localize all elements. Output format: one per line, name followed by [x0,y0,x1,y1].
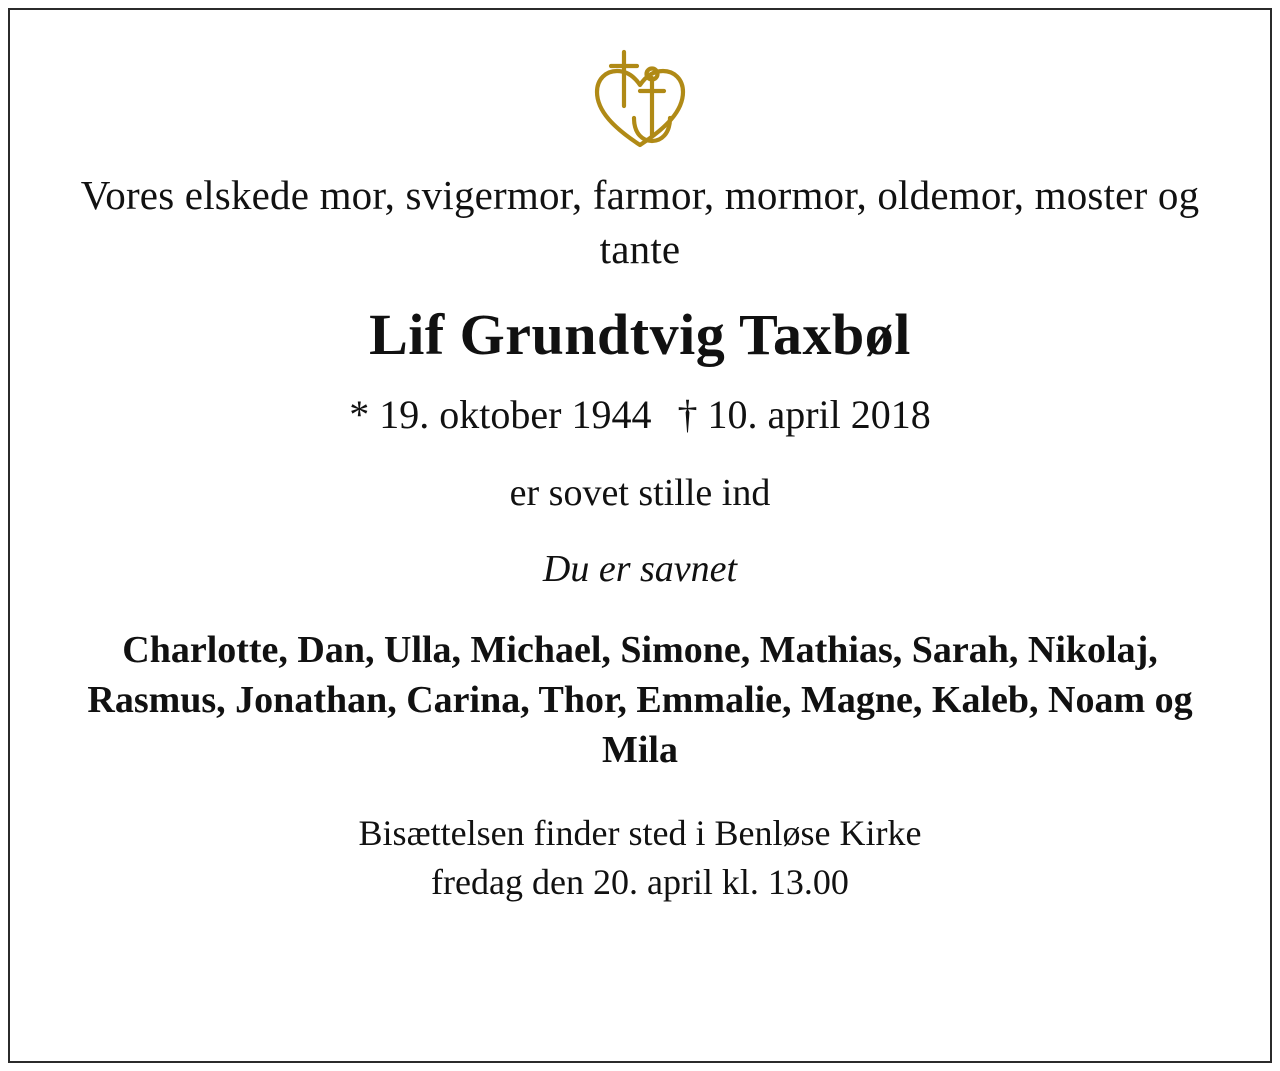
ceremony-location: Bisættelsen finder sted i Benløse Kirke [358,813,922,854]
cross-heart-anchor-icon [580,44,700,154]
relation-text: Vores elskede mor, svigermor, farmor, mormor, oldemor, moster og tante [80,172,1200,273]
missed-text: Du er savnet [542,547,738,590]
life-dates [349,391,931,439]
ceremony-time: fredag den 20. april kl. 13.00 [431,861,849,902]
birth-date: * 19. oktober 1944 [349,391,652,437]
deceased-name: Lif Grundtvig Taxbøl [369,302,911,368]
passing-text: er sovet stille ind [509,471,771,514]
death-date: † 10. april 2018 [677,391,931,437]
ceremony-info [359,809,922,906]
survivors-list: Charlotte, Dan, Ulla, Michael, Simone, Mathias, Sarah, Nikolaj, Rasmus, Jonathan, Carina, Thor, Emmalie, Magne, Kaleb, Noam og Mila [87,628,1193,772]
